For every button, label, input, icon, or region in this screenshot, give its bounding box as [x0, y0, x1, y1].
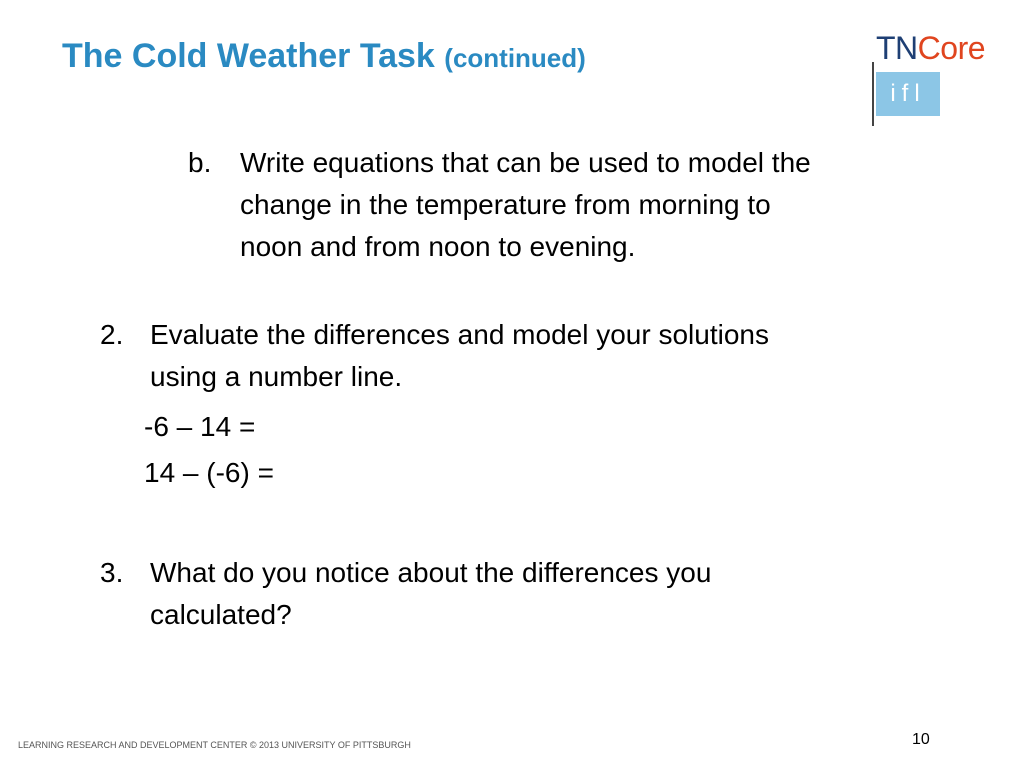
item-b-marker: b. — [188, 147, 212, 178]
expression-2: 14 – (-6) = — [144, 457, 274, 488]
ifl-logo-badge: ifl — [876, 72, 940, 116]
item-3-marker: 3. — [100, 557, 124, 588]
logo-divider — [872, 62, 874, 126]
footer-copyright: LEARNING RESEARCH AND DEVELOPMENT CENTER © 2013 UNIVERSITY OF PITTSBURGH — [18, 740, 411, 750]
item-2-line: Evaluate the differences and model your solutions — [150, 319, 769, 350]
item-3-text — [150, 552, 711, 636]
slide-title-sub: (continued) — [444, 43, 586, 73]
item-b-line: noon and from noon to evening. — [240, 231, 636, 262]
item-3-line: calculated? — [150, 599, 292, 630]
expression-1: -6 – 14 = — [144, 411, 256, 442]
tncore-ifl-logo — [868, 28, 998, 128]
page-number: 10 — [912, 731, 930, 748]
slide-title-main: The Cold Weather Task — [62, 37, 435, 75]
tncore-logo-text: TNCore — [876, 30, 986, 66]
item-b-line: Write equations that can be used to model the — [240, 147, 811, 178]
item-2-line: using a number line. — [150, 361, 403, 392]
item-2-marker: 2. — [100, 319, 124, 350]
slide-title — [62, 34, 586, 80]
item-3-line: What do you notice about the differences you — [150, 557, 712, 588]
item-2-text — [150, 314, 769, 398]
item-b-text — [240, 142, 811, 268]
item-b-line: change in the temperature from morning to — [240, 189, 771, 220]
